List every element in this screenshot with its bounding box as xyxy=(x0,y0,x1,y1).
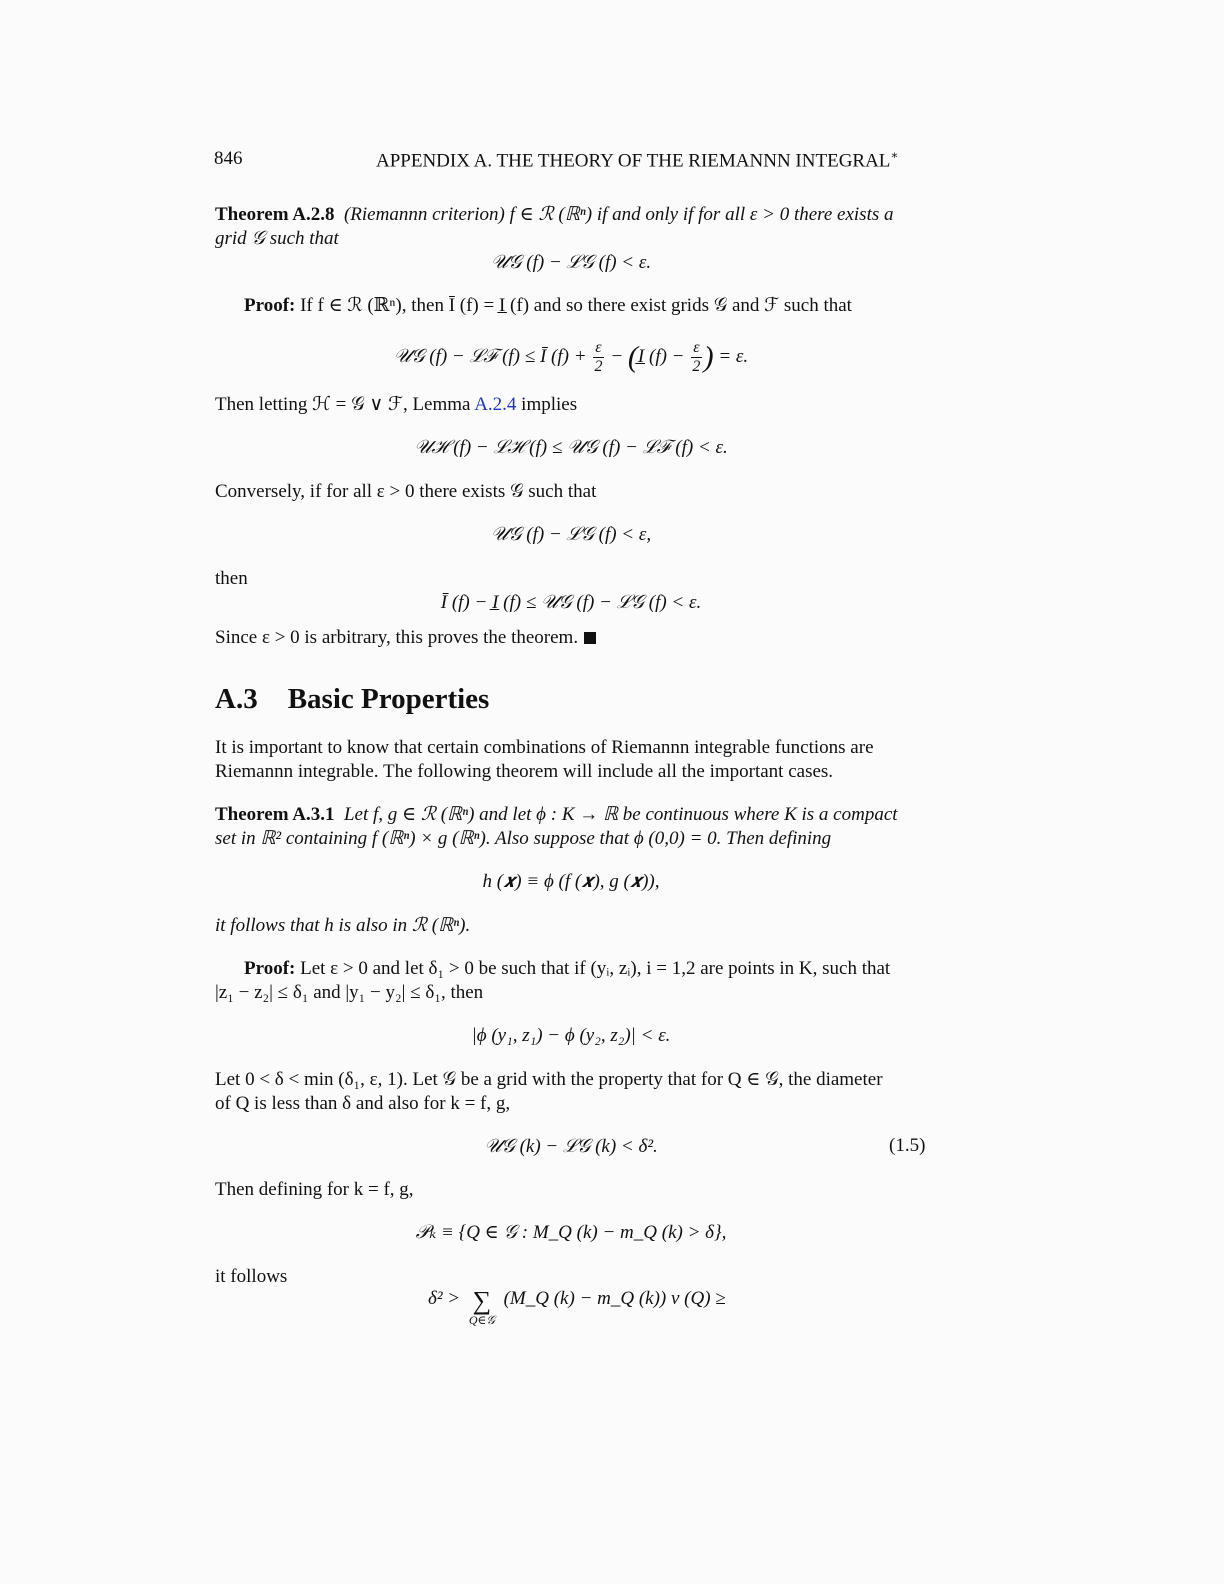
proof2-eq2: 𝒰𝒢 (k) − ℒ𝒢 (k) < δ². xyxy=(484,1136,658,1157)
running-title-text: APPENDIX A. THE THEORY OF THE RIEMANNN INTEGRAL xyxy=(376,150,891,172)
section-heading xyxy=(215,683,489,716)
proof1-eq1-left: 𝒰𝒢 (f) − ℒℱ (f) ≤ Ī (f) + xyxy=(393,346,587,367)
proof1-eq1-frac xyxy=(593,339,603,376)
sum-symbol: ∑ xyxy=(472,1286,492,1315)
page-number: 846 xyxy=(214,148,243,169)
proof1-intro xyxy=(215,294,927,318)
theorem-a28-equation: 𝒰𝒢 (f) − ℒ𝒢 (f) < ε. xyxy=(490,252,652,273)
proof1-eq2: 𝒰ℋ (f) − ℒℋ (f) ≤ 𝒰𝒢 (f) − ℒℱ (f) < ε. xyxy=(414,437,728,458)
proof1-conversely: Conversely, if for all ε > 0 there exists 𝒢 such that xyxy=(215,481,597,502)
intro-line1: It is important to know that certain combinations of Riemannn integrable functions are xyxy=(215,737,874,758)
proof1-eq1-inner: I̲ (f) − xyxy=(637,346,685,367)
frac2-den: 2 xyxy=(692,358,701,376)
running-title-mark: ∗ xyxy=(890,148,899,162)
proof2-it-follows: it follows xyxy=(215,1266,288,1287)
letting-after: implies xyxy=(516,394,578,415)
theorem-a28 xyxy=(215,203,927,251)
proof2-grid-text xyxy=(215,1068,927,1116)
proof2-intro xyxy=(215,957,927,981)
section-title: Basic Properties xyxy=(287,683,490,715)
sum-subscript: Q∈𝒢 xyxy=(468,1313,495,1327)
proof1-letting xyxy=(215,393,927,417)
proof2-line1: Let ε > 0 and let δ₁ > 0 be such that if (yᵢ, zᵢ), i = 1,2 are points in K, such that xyxy=(295,958,891,979)
proof1-eq1-right: = ε. xyxy=(718,346,749,367)
running-title xyxy=(376,148,899,172)
theorem-a31-line2: set in ℝ² containing f (ℝⁿ) × g (ℝⁿ). Also suppose that ϕ (0,0) = 0. Then defining xyxy=(215,828,832,849)
proof2-line3: Let 0 < δ < min (δ₁, ε, 1). Let 𝒢 be a grid with the property that for Q ∈ 𝒢, the diameter xyxy=(215,1069,883,1090)
theorem-a28-line2: grid 𝒢 such that xyxy=(215,228,339,249)
proof2-eq1: |ϕ (y₁, z₁) − ϕ (y₂, z₂)| < ε. xyxy=(471,1025,671,1046)
intro-line2: Riemannn integrable. The following theorem will include all the important cases. xyxy=(215,761,834,782)
proof1-label: Proof: xyxy=(244,295,296,316)
theorem-a28-label: Theorem A.2.8 xyxy=(215,204,335,225)
lemma-link[interactable]: A.2.4 xyxy=(474,394,517,415)
proof1-eq1-mid: − xyxy=(610,346,624,367)
qed-square-icon xyxy=(584,632,596,644)
theorem-a28-line1: (Riemannn criterion) f ∈ ℛ (ℝⁿ) if and only if for all ε > 0 there exists a xyxy=(343,204,894,225)
theorem-a31-equation: h (𝒙) ≡ ϕ (f (𝒙), g (𝒙)), xyxy=(482,871,660,892)
section-number: A.3 xyxy=(215,683,258,715)
paren-open: ( xyxy=(627,340,638,374)
theorem-a31-label: Theorem A.3.1 xyxy=(215,804,335,825)
proof2-eq3: 𝒫ₖ ≡ {Q ∈ 𝒢 : M_Q (k) − m_Q (k) > δ}, xyxy=(415,1222,727,1243)
proof2-line2: |z₁ − z₂| ≤ δ₁ and |y₁ − y₂| ≤ δ₁, then xyxy=(215,982,484,1003)
theorem-a31 xyxy=(215,803,927,851)
paren-close: ) xyxy=(703,340,714,374)
proof2-label: Proof: xyxy=(244,958,296,979)
equation-number: (1.5) xyxy=(889,1135,926,1156)
frac-num: ε xyxy=(595,339,602,357)
proof2-line4: of Q is less than δ and also for k = f, g, xyxy=(215,1093,511,1114)
eq4-right: (M_Q (k) − m_Q (k)) v (Q) ≥ xyxy=(503,1288,726,1309)
frac2-num: ε xyxy=(693,339,700,357)
proof1-eq4: Ī (f) − I̲ (f) ≤ 𝒰𝒢 (f) − ℒ𝒢 (f) < ε. xyxy=(440,592,702,613)
proof1-since-text: Since ε > 0 is arbitrary, this proves the theorem. xyxy=(215,627,579,648)
frac-den: 2 xyxy=(594,358,603,376)
eq4-left: δ² > xyxy=(428,1288,461,1309)
proof2-line5: Then defining for k = f, g, xyxy=(215,1179,414,1200)
theorem-a31-line1: Let f, g ∈ ℛ (ℝⁿ) and let ϕ : K → ℝ be continuous where K is a compact xyxy=(343,804,898,825)
sum-block xyxy=(465,1288,499,1326)
proof2-eq4 xyxy=(428,1288,726,1326)
section-intro xyxy=(215,736,927,784)
theorem-a31-conclusion: it follows that h is also in ℛ (ℝⁿ). xyxy=(215,915,471,936)
proof1-since xyxy=(215,626,927,650)
proof1-eq1 xyxy=(215,332,927,383)
proof1-eq3: 𝒰𝒢 (f) − ℒ𝒢 (f) < ε, xyxy=(490,524,652,545)
letting-before: Then letting ℋ = 𝒢 ∨ ℱ, Lemma xyxy=(215,394,475,415)
proof1-eq1-frac2 xyxy=(691,339,701,376)
proof1-then: then xyxy=(215,568,248,589)
proof1-line1: If f ∈ ℛ (ℝⁿ), then Ī (f) = I̲ (f) and so there exist grids 𝒢 and ℱ such that xyxy=(295,295,852,316)
